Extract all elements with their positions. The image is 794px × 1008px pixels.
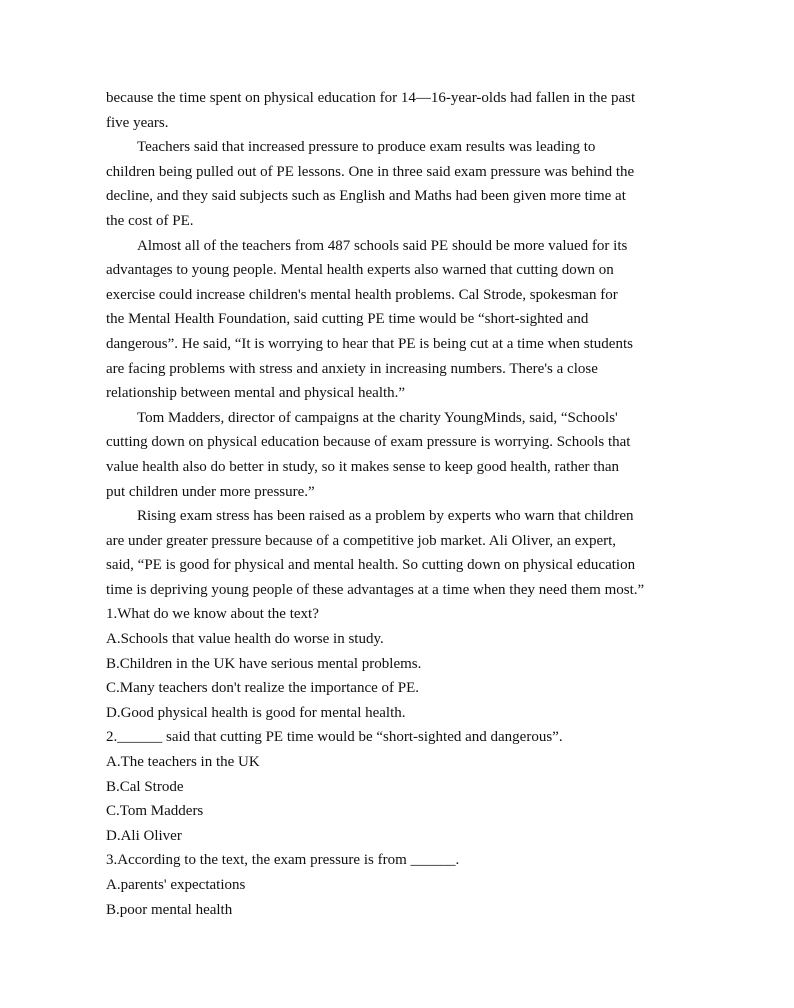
passage-paragraph-teachers bbox=[106, 135, 698, 233]
answer-option: A.Schools that value health do worse in study. bbox=[106, 631, 384, 648]
text-line: because the time spent on physical education for 14—16-year-olds had fallen in the past bbox=[106, 90, 636, 106]
passage-paragraph-mental-health bbox=[106, 234, 698, 406]
text-line: the cost of PE. bbox=[106, 212, 194, 229]
text-line: are under greater pressure because of a competitive job market. Ali Oliver, an expert, bbox=[106, 532, 617, 549]
answer-option: A.The teachers in the UK bbox=[106, 754, 260, 771]
text-line: cutting down on physical education because of exam pressure is worrying. Schools that bbox=[106, 434, 631, 451]
text-line: advantages to young people. Mental health experts also warned that cutting down on bbox=[106, 262, 614, 279]
question-stem: 1.What do we know about the text? bbox=[106, 606, 319, 623]
text-line: exercise could increase children's mental health problems. Cal Strode, spokesman for bbox=[106, 286, 618, 303]
passage-paragraph-exam-stress bbox=[106, 504, 698, 602]
text-line: the Mental Health Foundation, said cutting PE time would be “short-sighted and bbox=[106, 311, 589, 328]
text-line: Tom Madders, director of campaigns at the charity YoungMinds, said, “Schools' bbox=[137, 409, 618, 426]
text-line: put children under more pressure.” bbox=[106, 483, 315, 500]
answer-option: D.Good physical health is good for mental health. bbox=[106, 704, 406, 721]
text-line: said, “PE is good for physical and mental health. So cutting down on physical education bbox=[106, 557, 636, 574]
answer-option: B.Children in the UK have serious mental problems. bbox=[106, 655, 422, 672]
text-line: children being pulled out of PE lessons. One in three said exam pressure was behind the bbox=[106, 163, 635, 180]
passage-paragraph-tom-madders bbox=[106, 406, 698, 504]
question-2 bbox=[106, 725, 698, 848]
answer-option: C.Many teachers don't realize the importance of PE. bbox=[106, 680, 420, 697]
question-stem: 2.______ said that cutting PE time would be “short-sighted and dangerous”. bbox=[106, 729, 563, 746]
text-line: five years. bbox=[106, 114, 169, 131]
question-3 bbox=[106, 848, 698, 922]
text-line: are facing problems with stress and anxiety in increasing numbers. There's a close bbox=[106, 360, 598, 377]
text-line: Teachers said that increased pressure to produce exam results was leading to bbox=[137, 139, 596, 156]
answer-option: D.Ali Oliver bbox=[106, 827, 182, 844]
text-line: dangerous”. He said, “It is worrying to hear that PE is being cut at a time when students bbox=[106, 335, 633, 352]
passage-intro bbox=[106, 86, 698, 135]
answer-option: C.Tom Madders bbox=[106, 803, 204, 820]
document-page bbox=[106, 86, 698, 922]
answer-option: B.poor mental health bbox=[106, 901, 233, 918]
text-line: value health also do better in study, so it makes sense to keep good health, rather than bbox=[106, 458, 620, 475]
answer-option: B.Cal Strode bbox=[106, 778, 184, 795]
answer-option: A.parents' expectations bbox=[106, 877, 246, 893]
text-line: Almost all of the teachers from 487 schools said PE should be more valued for its bbox=[137, 237, 628, 254]
text-line: relationship between mental and physical health.” bbox=[106, 385, 406, 402]
text-line: Rising exam stress has been raised as a problem by experts who warn that children bbox=[137, 508, 634, 525]
text-line: time is depriving young people of these advantages at a time when they need them most.” bbox=[106, 581, 645, 598]
question-stem: 3.According to the text, the exam pressure is from ______. bbox=[106, 852, 460, 869]
question-1 bbox=[106, 602, 698, 725]
text-line: decline, and they said subjects such as English and Maths had been given more time at bbox=[106, 188, 626, 205]
